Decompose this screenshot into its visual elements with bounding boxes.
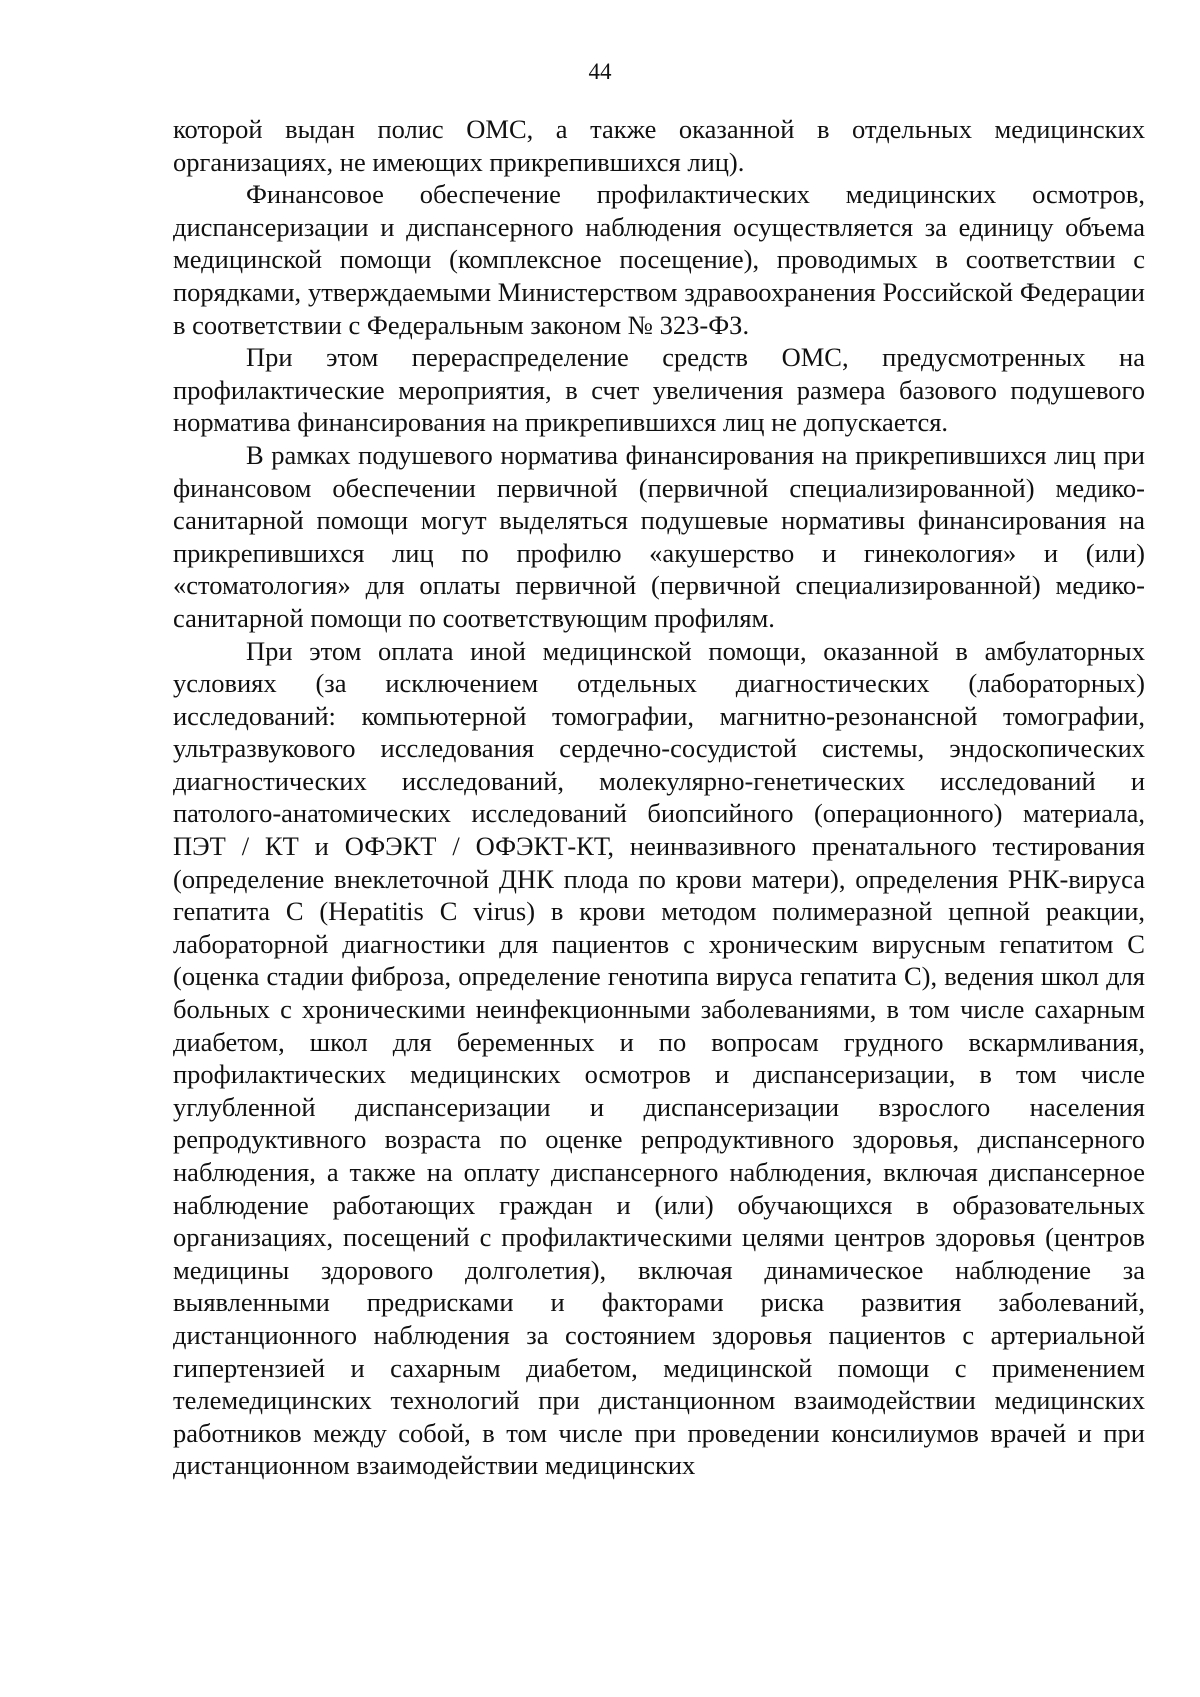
document-body	[173, 113, 1145, 1482]
paragraph-continuation: которой выдан полис ОМС, а также оказанной в отдельных медицинских организациях, не имеющих прикрепившихся лиц).	[173, 114, 1145, 177]
paragraph-financing-prophylactic: Финансовое обеспечение профилактических медицинских осмотров, диспансеризации и диспансерного наблюдения осуществляется за единицу объема медицинской помощи (комплексное посещение), проводимых в соответствии с порядками, утверждаемыми Министерством здравоохранения Российской Федерации в соответствии с Федеральным законом № 323-ФЗ.	[173, 179, 1145, 340]
page-number: 44	[588, 59, 612, 84]
paragraph-redistribution: При этом перераспределение средств ОМС, предусмотренных на профилактические мероприятия, в счет увеличения размера базового подушевого норматива финансирования на прикрепившихся лиц не допускается.	[173, 342, 1145, 438]
paragraph-per-capita-norms: В рамках подушевого норматива финансирования на прикрепившихся лиц при финансовом обеспечении первичной (первичной специализированной) медико-санитарной помощи могут выделяться подушевые нормативы финансирования на прикрепившихся лиц по профилю «акушерство и гинекология» и (или) «стоматология» для оплаты первичной (первичной специализированной) медико-санитарной помощи по соответствующим профилям.	[173, 439, 1145, 633]
paragraph-other-care-payment: При этом оплата иной медицинской помощи, оказанной в амбулаторных условиях (за исключением отдельных диагностических (лабораторных) исследований: компьютерной томографии, магнитно-резонансной томографии, ультразвукового исследования сердечно-сосудистой системы, эндоскопических диагностических исследований, молекулярно-генетических исследований и патолого-анатомических исследований биопсийного (операционного) материала, ПЭТ / КТ и ОФЭКТ / ОФЭКТ-КТ, неинвазивного пренатального тестирования (определение внеклеточной ДНК плода по крови матери), определения РНК-вируса гепатита С (Hepatitis C virus) в крови методом полимеразной цепной реакции, лабораторной диагностики для пациентов с хроническим вирусным гепатитом С (оценка стадии фиброза, определение генотипа вируса гепатита С), ведения школ для больных с хроническими неинфекционными заболеваниями, в том числе сахарным диабетом, школ для беременных и по вопросам грудного вскармливания, профилактических медицинских осмотров и диспансеризации, в том числе углубленной диспансеризации и диспансеризации взрослого населения репродуктивного возраста по оценке репродуктивного здоровья, диспансерного наблюдения, а также на оплату диспансерного наблюдения, включая диспансерное наблюдение работающих граждан и (или) обучающихся в образовательных организациях, посещений с профилактическими целями центров здоровья (центров медицины здорового долголетия), включая динамическое наблюдение за выявленными предрисками и факторами риска развития заболеваний, дистанционного наблюдения за состоянием здоровья пациентов с артериальной гипертензией и сахарным диабетом, медицинской помощи с применением телемедицинских технологий при дистанционном взаимодействии медицинских работников между собой, в том числе при проведении консилиумов врачей и при дистанционном взаимодействии медицинских	[173, 635, 1145, 1481]
